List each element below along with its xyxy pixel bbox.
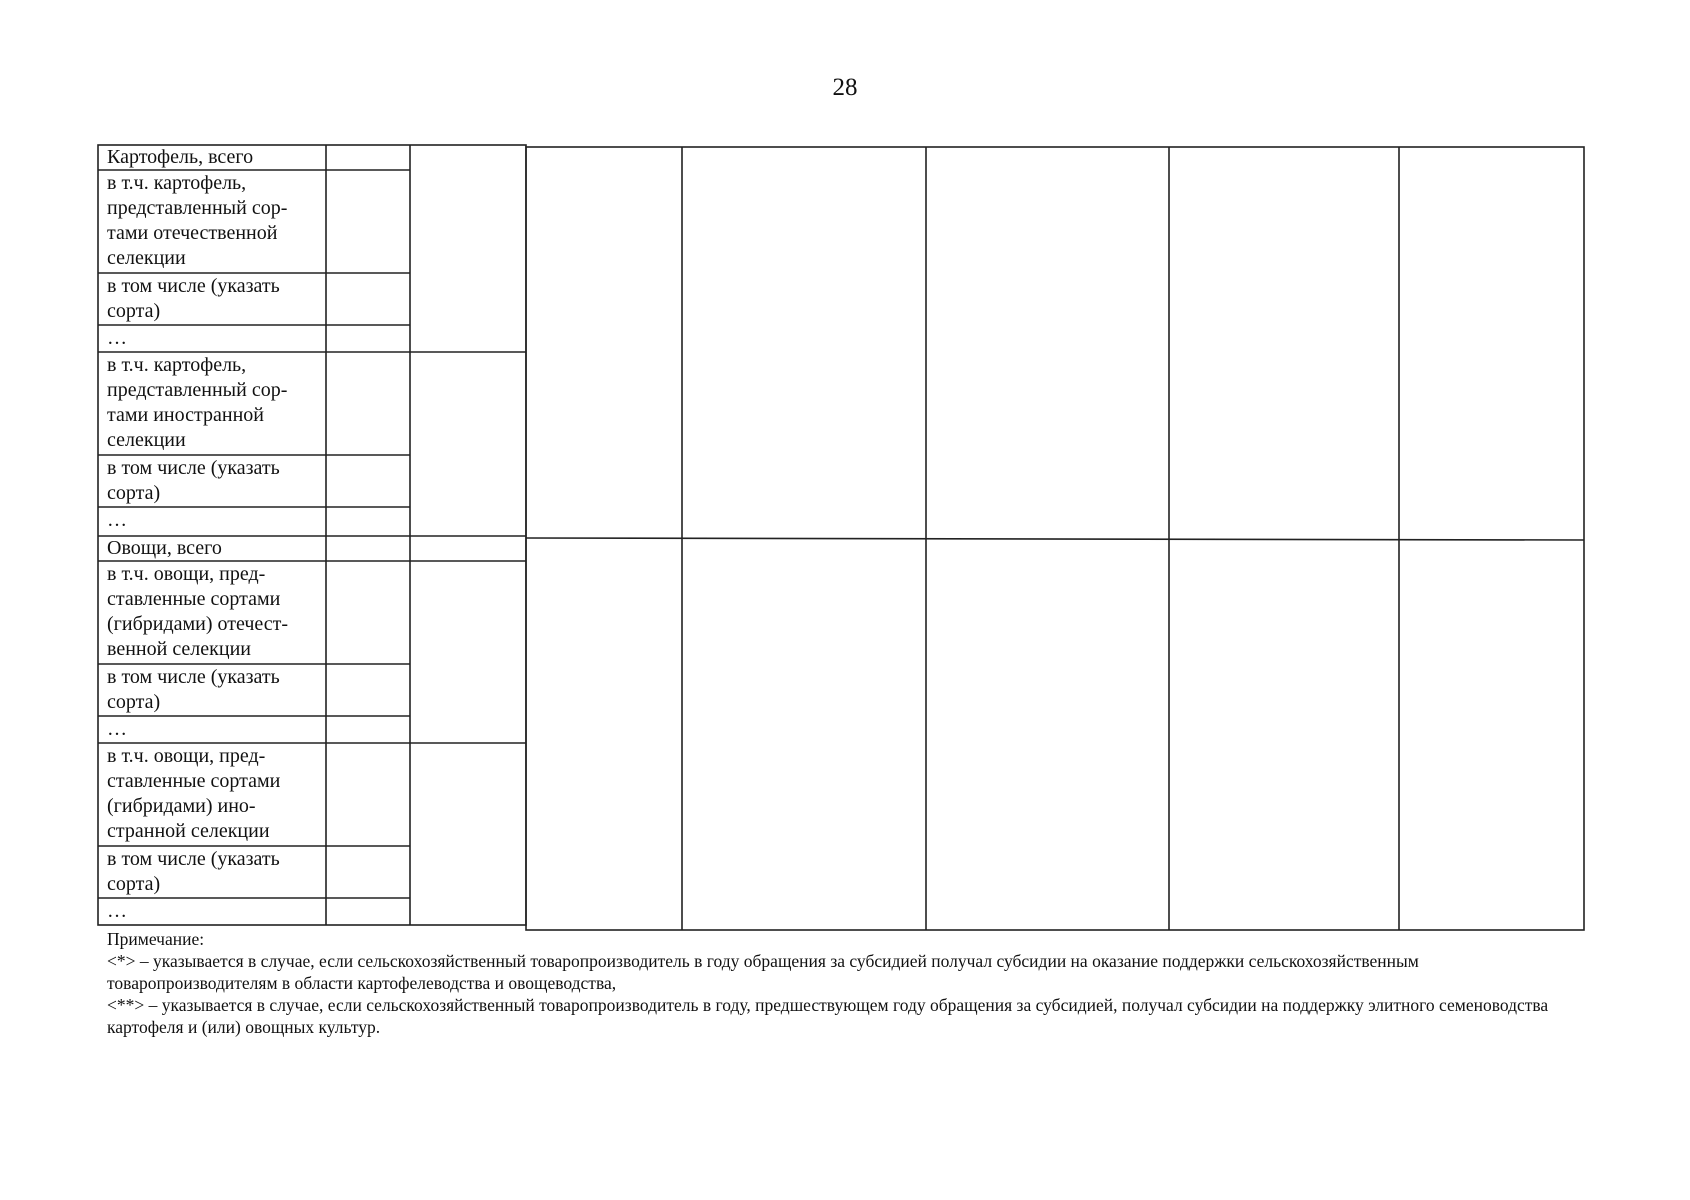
row-label-vegetables-foreign-ellipsis: … [107, 900, 127, 922]
row-label-vegetables-foreign: в т.ч. овощи, пред- ставленные сортами (гибридами) ино- странной селекции [107, 745, 281, 842]
row-label-potato-domestic-varieties: в том числе (указать сорта) [107, 275, 280, 322]
notes-heading: Примечание: [107, 929, 205, 949]
row-label-vegetables-domestic-ellipsis: … [107, 718, 127, 740]
note-double-asterisk: <**> – указывается в случае, если сельскохозяйственный товаропроизводитель в году, предшествующем году обращения за субсидией, получал субсидии на поддержку элитного семеноводства картофеля и (или) овощных культур. [107, 995, 1549, 1037]
notes-section [107, 928, 1587, 1038]
row-label-vegetables-domestic: в т.ч. овощи, пред- ставленные сортами (гибридами) отечест- венной селекции [107, 563, 289, 660]
row-label-vegetables-domestic-varieties: в том числе (указать сорта) [107, 666, 280, 713]
row-label-potato-domestic: в т.ч. картофель, представленный сор- тами отечественной селекции [107, 172, 288, 269]
row-label-vegetables-foreign-varieties: в том числе (указать сорта) [107, 848, 280, 895]
row-label-potato-foreign-varieties: в том числе (указать сорта) [107, 457, 280, 504]
row-label-potato-foreign: в т.ч. картофель, представленный сор- тами иностранной селекции [107, 354, 288, 451]
page-number: 28 [832, 74, 858, 101]
row-label-potato-total: Картофель, всего [107, 146, 254, 168]
note-single-asterisk: <*> – указывается в случае, если сельскохозяйственный товаропроизводитель в году обращения за субсидией получал субсидии на оказание поддержки сельскохозяйственным товаропроизводителям в области картофелеводства и овощеводства, [107, 951, 1419, 993]
row-label-vegetables-total: Овощи, всего [107, 537, 222, 559]
row-label-potato-domestic-ellipsis: … [107, 327, 127, 349]
row-label-potato-foreign-ellipsis: … [107, 509, 127, 531]
